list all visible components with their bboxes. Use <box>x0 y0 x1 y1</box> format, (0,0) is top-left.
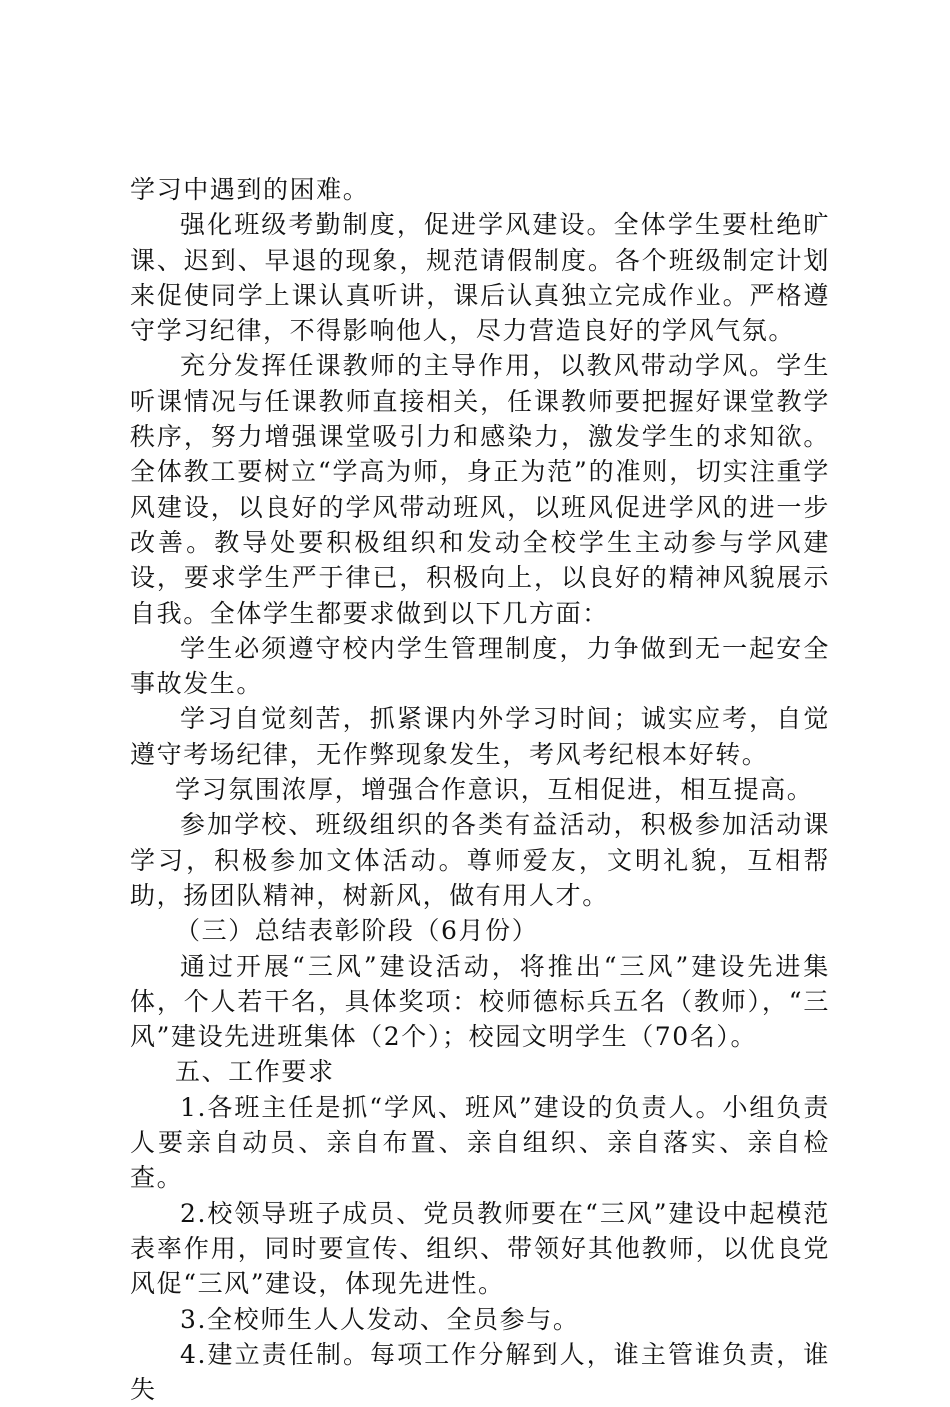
paragraph-continuation: 学习中遇到的困难。 <box>130 175 370 204</box>
document-body <box>130 172 830 1407</box>
section-heading-commendation: （三）总结表彰阶段（6月份） <box>175 916 539 946</box>
paragraph-awards: 通过开展“三风”建设活动，将推出“三风”建设先进集体，个人若干名，具体奖项：校师德标兵五名（教师），“三风”建设先进班集体（2个）；校园文明学生（70名）。 <box>130 951 830 1052</box>
paragraph-study-atmosphere: 学习氛围浓厚，增强合作意识，互相促进，相互提高。 <box>175 775 814 805</box>
list-item-requirement-3: 3.全校师生人人发动、全员参与。 <box>180 1304 580 1334</box>
section-heading-requirements: 五、工作要求 <box>175 1057 335 1087</box>
list-item-requirement-2: 2.校领导班子成员、党员教师要在“三风”建设中起模范表率作用，同时要宣传、组织、带领好其他教师，以优良党风促“三风”建设，体现先进性。 <box>130 1198 830 1299</box>
paragraph-activities: 参加学校、班级组织的各类有益活动，积极参加活动课学习，积极参加文体活动。尊师爱友，文明礼貌，互相帮助，扬团队精神，树新风，做有用人才。 <box>130 810 830 910</box>
paragraph-attendance: 强化班级考勤制度，促进学风建设。全体学生要杜绝旷课、迟到、早退的现象，规范请假制度。各个班级制定计划来促使同学上课认真听讲，课后认真独立完成作业。严格遵守学习纪律，不得影响他人，尽力营造良好的学风气氛。 <box>130 210 830 346</box>
list-item-requirement-1: 1.各班主任是抓“学风、班风”建设的负责人。小组负责人要亲自动员、亲自布置、亲自组织、亲自落实、亲自检查。 <box>130 1092 830 1193</box>
paragraph-teacher-role: 充分发挥任课教师的主导作用，以教风带动学风。学生听课情况与任课教师直接相关，任课教师要把握好课堂教学秩序，努力增强课堂吸引力和感染力，激发学生的求知欲。全体教工要树立“学高为师，身正为范”的准则，切实注重学风建设，以良好的学风带动班风，以班风促进学风的进一步改善。教导处要积极组织和发动全校学生主动参与学风建设，要求学生严于律已，积极向上，以良好的精神风貌展示自我。全体学生都要求做到以下几方面： <box>130 351 830 628</box>
paragraph-rules-safety: 学生必须遵守校内学生管理制度，力争做到无一起安全事故发生。 <box>130 633 830 699</box>
paragraph-study-diligence: 学习自觉刻苦，抓紧课内外学习时间；诚实应考，自觉遵守考场纪律，无作弊现象发生，考风考纪根本好转。 <box>130 704 830 769</box>
list-item-requirement-4: 4.建立责任制。每项工作分解到人，谁主管谁负责，谁失 <box>130 1339 830 1405</box>
